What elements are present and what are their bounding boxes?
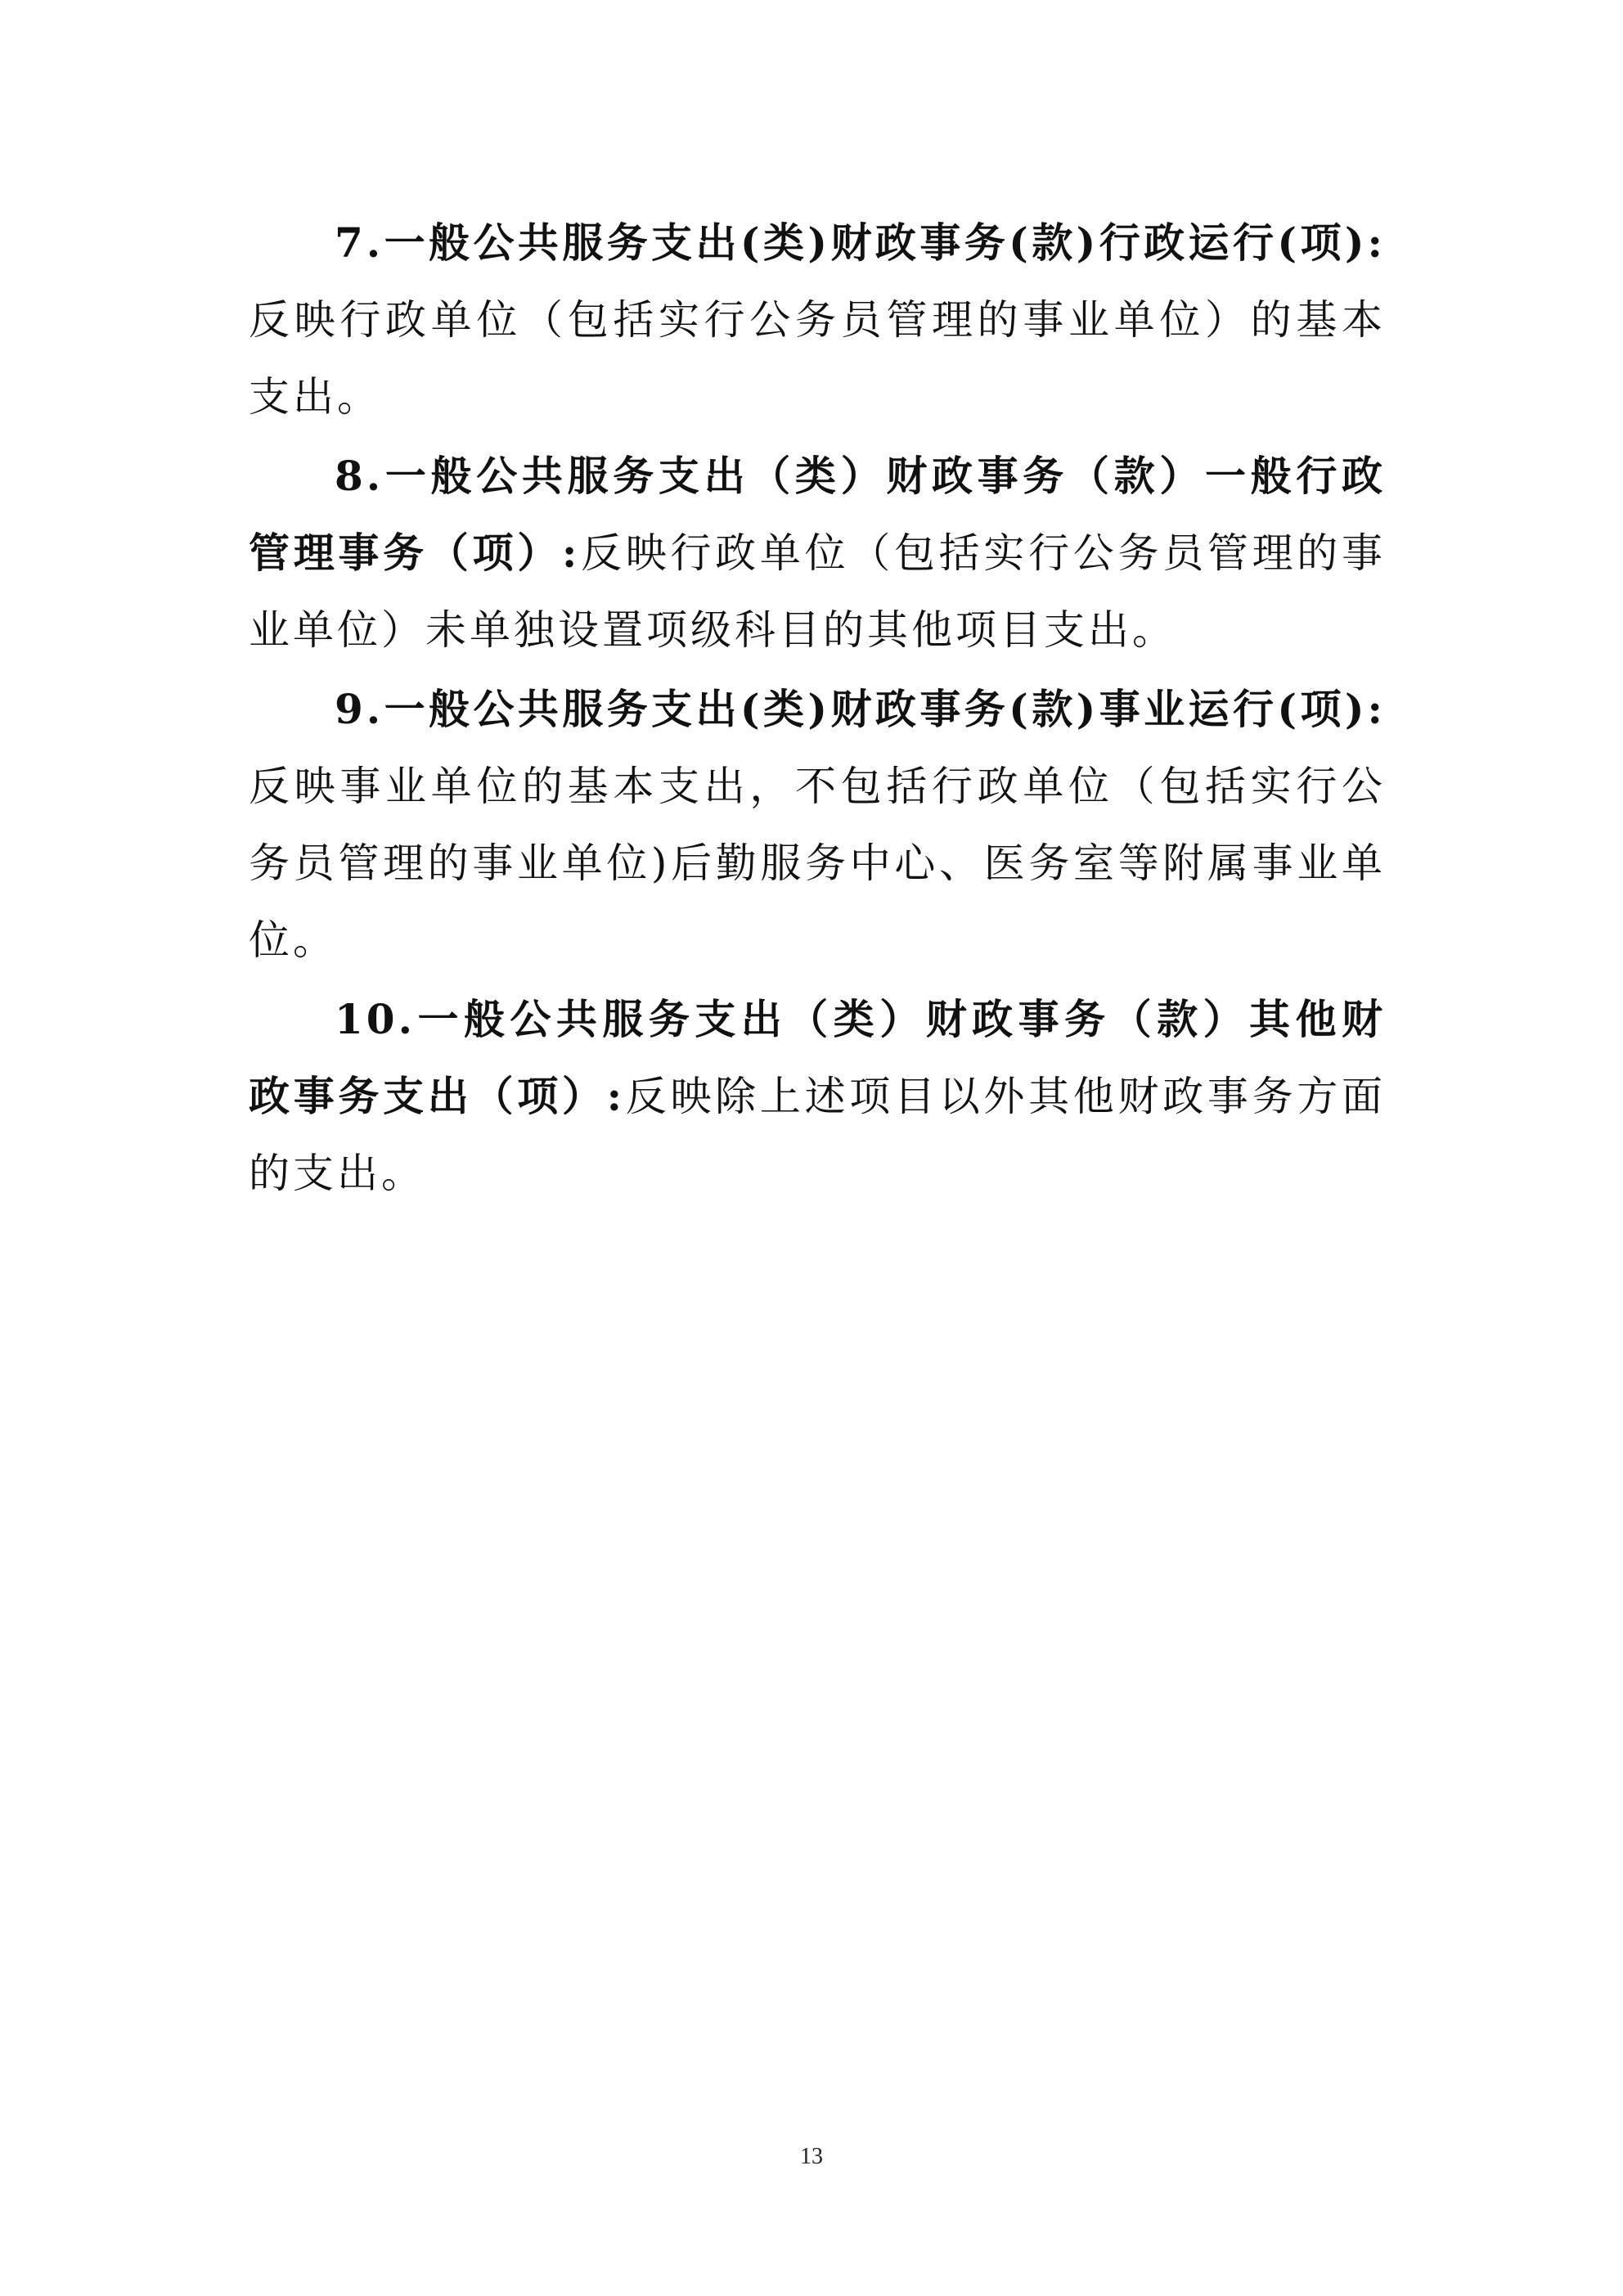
item-7-text: 反映行政单位（包括实行公务员管理的事业单位）的基本支出。 [249,296,1386,421]
paragraph-item-8 [249,438,1386,669]
item-9-heading: 9.一般公共服务支出(类)财政事务(款)事业运行(项): [335,685,1386,733]
item-10-text: 反映除上述项目以外其他财政事务方面的支出。 [249,1073,1386,1197]
page-number: 13 [800,2144,823,2169]
item-10-heading: 10.一般公共服务支出（类）财政事务（款）其他财政事务支出（项）: [249,995,1386,1120]
item-7-heading: 7.一般公共服务支出(类)财政事务(款)行政运行(项): [335,218,1386,267]
paragraph-item-10 [249,981,1386,1212]
item-8-heading: 8.一般公共服务支出（类）财政事务（款）一般行政管理事务（项）: [249,452,1386,577]
paragraph-item-9 [249,671,1386,979]
document-body [249,205,1386,1214]
item-8-text: 反映行政单位（包括实行公务员管理的事业单位）未单独设置项级科目的其他项目支出。 [249,529,1386,654]
paragraph-item-7 [249,205,1386,435]
item-9-text: 反映事业单位的基本支出，不包括行政单位（包括实行公务员管理的事业单位)后勤服务中心、医务室等附属事业单位。 [249,763,1386,964]
